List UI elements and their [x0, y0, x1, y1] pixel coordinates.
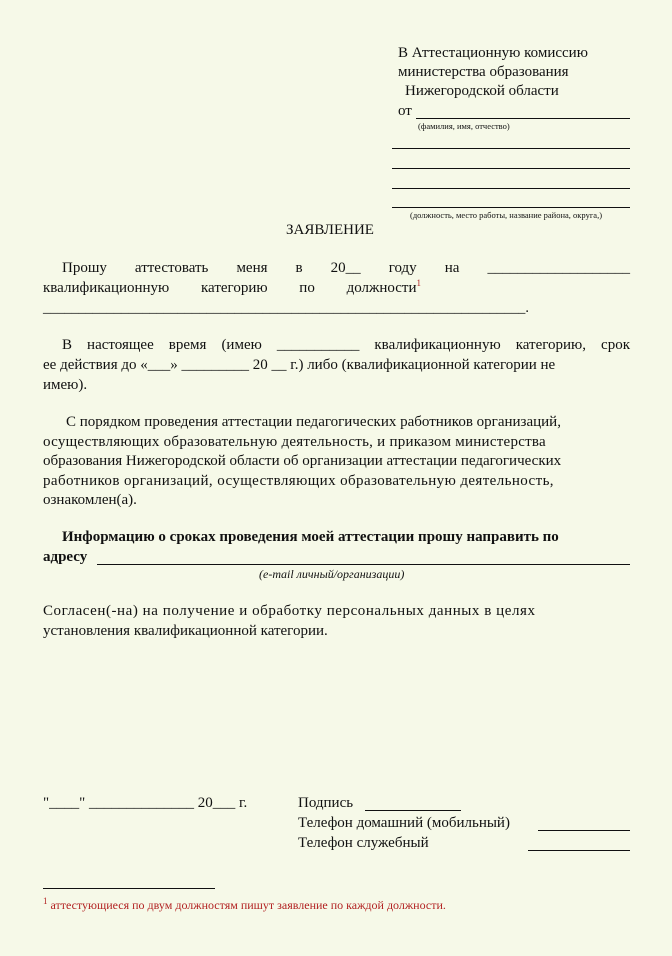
document-title: ЗАЯВЛЕНИЕ [286, 222, 374, 238]
para2-line3: имею). [43, 377, 88, 393]
word: настоящее [87, 337, 154, 353]
from-caption: (фамилия, имя, отчество) [418, 121, 510, 131]
para3-line1: С порядком проведения аттестации педагогических работников организаций, [66, 414, 561, 430]
phone-home-label: Телефон домашний (мобильный) [298, 815, 510, 831]
word: должности$^1$ [346, 278, 421, 296]
category-blank[interactable]: ___________________ [487, 260, 630, 276]
from-label: от [398, 103, 412, 119]
word: категорию, [515, 337, 586, 353]
position-blank[interactable]: ____________________________________________________________________. [43, 300, 529, 316]
para5-line2: установления квалификационной категории. [43, 623, 328, 639]
footnote-ref: 1 [416, 278, 421, 288]
footnote-text [43, 898, 446, 912]
addressee-line-3: Нижегородской области [405, 83, 559, 99]
signature-date[interactable]: "____" ______________ 20___ г. [43, 795, 248, 811]
word: на [444, 260, 460, 276]
email-blank[interactable] [97, 564, 630, 565]
position-blank-1[interactable] [392, 148, 630, 149]
word: категорию [201, 280, 268, 296]
para3-line5: ознакомлен(а). [43, 492, 137, 508]
addressee-line-1: В Аттестационную комиссию [398, 45, 588, 61]
email-caption: (e-mail личный/организации) [259, 567, 405, 581]
word: квалификационную [43, 280, 170, 296]
para2-line2: ее действия до «___» _________ 20 __ г.) либо (квалификационной категории не [43, 357, 556, 373]
para4-line1: Информацию о сроках проведения моей аттестации прошу направить по [62, 529, 559, 545]
position-blank-3[interactable] [392, 188, 630, 189]
year-blank[interactable]: 20__ [330, 260, 361, 276]
phone-work-label: Телефон служебный [298, 835, 429, 851]
position-caption: (должность, место работы, название района, округа,) [410, 210, 603, 220]
word: время [168, 337, 207, 353]
para3-line4: работников организаций, осуществляющих образовательную деятельность, [43, 473, 554, 489]
sign-label: Подпись [298, 795, 354, 811]
word: В [62, 337, 73, 353]
word: аттестовать [134, 260, 209, 276]
word: квалификационную [374, 337, 501, 353]
footnote-body: аттестующиеся по двум должностям пишут заявление по каждой должности. [50, 898, 446, 912]
word: срок [601, 337, 630, 353]
addressee-line-2: министерства образования [398, 64, 569, 80]
word: меня [236, 260, 268, 276]
word: Прошу [62, 260, 107, 276]
from-name-blank[interactable] [416, 118, 630, 119]
footnote-divider [43, 888, 215, 889]
word: в [295, 260, 303, 276]
footnote-mark: 1 [43, 896, 48, 906]
word: по [299, 280, 315, 296]
phone-work-blank[interactable] [528, 850, 630, 851]
para1-line1 [62, 259, 630, 277]
position-blank-2[interactable] [392, 168, 630, 169]
para3-line3: образования Нижегородской области об организации аттестации педагогических [43, 453, 562, 469]
word: (имею [221, 337, 262, 353]
para5-line1: Согласен(-на) на получение и обработку персональных данных в целях [43, 603, 536, 619]
phone-home-blank[interactable] [538, 830, 630, 831]
sign-blank[interactable] [365, 810, 461, 811]
position-blank-4[interactable] [392, 207, 630, 208]
para3-line2: осуществляющих образовательную деятельность, и приказом министерства [43, 434, 546, 450]
para4-address-label: адресу [43, 549, 88, 565]
word: году [388, 260, 417, 276]
para1-line2 [43, 279, 421, 297]
current-category-blank[interactable]: ___________ [276, 337, 360, 353]
para2-line1 [62, 336, 630, 354]
